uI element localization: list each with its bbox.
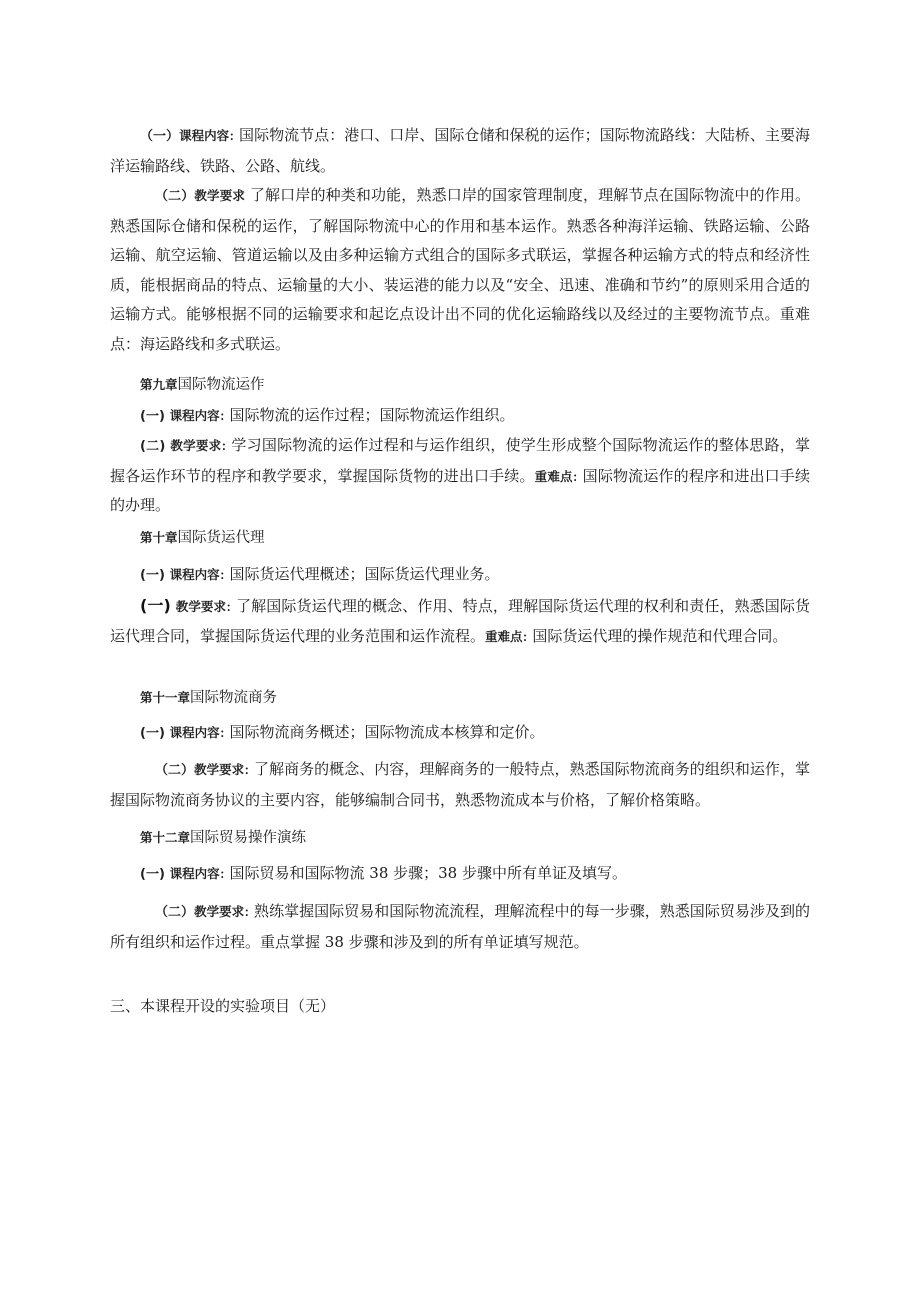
chapter-title: 国际货运代理 (177, 530, 265, 546)
course-content-text: 国际物流商务概述；国际物流成本核算和定价。 (229, 723, 545, 741)
course-content-text: 国际物流节点：港口、口岸、国际仓储和保税的运作；国际物流路线：大陆桥、主要海洋运输路线、铁路、公路、航线。 (110, 126, 810, 175)
label-separator: : (219, 406, 230, 424)
course-content-text: 国际货运代理概述；国际货运代理业务。 (229, 565, 500, 583)
teaching-requirements-label: 教学要求 (194, 904, 245, 919)
chapter-title: 国际物流运作 (177, 377, 265, 393)
chapter-number: 第九章 (140, 377, 178, 392)
label-separator: : (229, 126, 240, 144)
teaching-requirements-paragraph (110, 897, 810, 957)
label-separator: : (219, 723, 230, 741)
course-content-paragraph (110, 560, 810, 591)
teaching-requirements-label: 教学要求 (175, 599, 227, 614)
teaching-requirements-paragraph (110, 181, 810, 359)
course-content-paragraph (110, 121, 810, 181)
course-content-paragraph (110, 859, 810, 890)
teaching-requirements-text: 了解国际货运代理的概念、作用、特点，理解国际货运代理的权利和责任，熟悉国际货运代理合同，掌握国际货运代理的业务范围和运作流程。 (110, 597, 810, 645)
teaching-requirements-text: 了解口岸的种类和功能，熟悉口岸的国家管理制度，理解节点在国际物流中的作用。熟悉国际仓储和保税的运作，了解国际物流中心的作用和基本运作。熟悉各种海洋运输、铁路运输、公路运输、航空运输、管道运输以及由多种运输方式组合的国际多式联运，掌握各种运输方式的特点和经济性质，能根据商品的特点、运输量的大小、装运港的能力以及“安全、迅速、准确和节约”的原则采用合适的运输方式。能够根据不同的运输要求和起讫点设计出不同的优化运输路线以及经过的主要物流节点。重难点：海运路线和多式联运。 (110, 186, 810, 353)
teaching-requirements-paragraph (110, 755, 810, 815)
label-separator: : (522, 626, 533, 645)
label-separator: : (244, 902, 255, 920)
course-content-label: 课程内容 (169, 866, 220, 881)
chapter-number: 第十章 (140, 530, 178, 545)
course-content-label: 课程内容 (169, 567, 220, 582)
chapter-title: 国际贸易操作演练 (190, 830, 307, 846)
chapter-title: 国际物流商务 (190, 690, 278, 706)
item-number: （一） (140, 129, 180, 144)
item-number: （二） (155, 189, 195, 204)
label-separator: : (226, 597, 237, 615)
item-number: (一) (140, 867, 165, 882)
label-separator: : (572, 466, 583, 485)
teaching-requirements-paragraph (110, 591, 810, 651)
label-separator: : (221, 436, 232, 454)
course-content-label: 课程内容 (169, 408, 220, 423)
item-number: (一) (140, 568, 165, 583)
chapter-heading (110, 370, 810, 401)
course-content-label: 课程内容 (169, 725, 220, 740)
label-separator: : (219, 864, 230, 882)
key-difficult-points-label: 重难点 (534, 468, 573, 484)
teaching-requirements-text: 学习国际物流的运作过程和与运作组织，使学生形成整个国际物流运作的整体思路，掌握各运作环节的程序和教学要求，掌握国际货物的进出口手续。 (110, 436, 810, 485)
key-difficult-points-label: 重难点 (485, 628, 523, 644)
course-content-paragraph (110, 718, 810, 749)
teaching-requirements-label: 教学要求 (194, 762, 245, 777)
item-number: (二) (140, 439, 166, 454)
teaching-requirements-label: 教学要求 (170, 438, 222, 453)
chapter-number: 第十一章 (140, 690, 191, 705)
label-separator: : (244, 760, 255, 778)
chapter-heading (110, 523, 810, 554)
section-heading: 三、本课程开设的实验项目（无） (110, 997, 336, 1015)
teaching-requirements-text: 熟练掌握国际贸易和国际物流流程，理解流程中的每一步骤，熟悉国际贸易涉及到的所有组织和运作过程。重点掌握 38 步骤和涉及到的所有单证填写规范。 (110, 902, 810, 951)
course-content-text: 国际贸易和国际物流 38 步骤；38 步骤中所有单证及填写。 (229, 864, 627, 882)
key-difficult-points-text: 国际物流运作的程序和进出口手续的办理。 (110, 466, 810, 514)
item-number: (一) (140, 409, 165, 424)
key-difficult-points-text: 国际货运代理的操作规范和代理合同。 (532, 626, 788, 645)
teaching-requirements-paragraph (110, 431, 810, 521)
item-number: (一) (140, 726, 165, 741)
item-number: （二） (155, 905, 195, 920)
label-separator: : (219, 565, 230, 583)
item-number: （二） (155, 763, 195, 778)
chapter-heading (110, 683, 810, 714)
teaching-requirements-text: 了解商务的概念、内容，理解商务的一般特点，熟悉国际物流商务的组织和运作，掌握国际物流商务协议的主要内容，能够编制合同书，熟悉物流成本与价格，了解价格策略。 (110, 760, 810, 809)
teaching-requirements-label: 教学要求 (194, 188, 245, 203)
chapter-number: 第十二章 (140, 830, 191, 845)
item-number: (一) (140, 596, 171, 615)
course-content-paragraph (110, 401, 810, 432)
course-content-label: 课程内容 (179, 128, 230, 143)
course-content-text: 国际物流的运作过程；国际物流运作组织。 (229, 406, 515, 424)
chapter-heading (110, 823, 810, 854)
